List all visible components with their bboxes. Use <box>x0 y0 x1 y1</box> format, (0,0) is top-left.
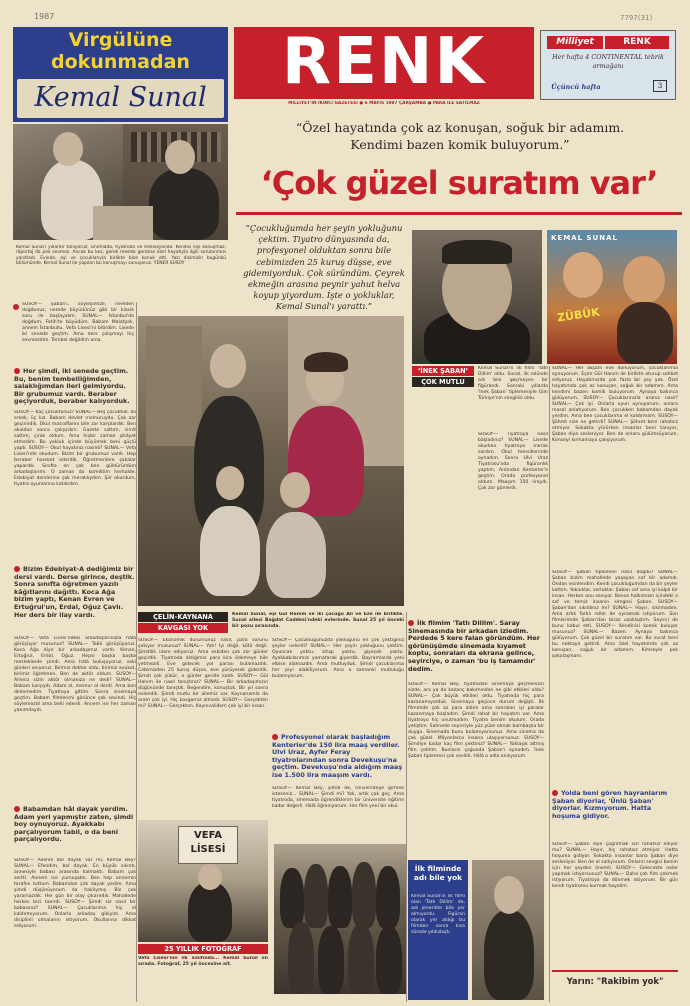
sidebar-first-film-title: İlk filminde adı bile yok <box>413 864 463 882</box>
corner-mark-left: 1987 <box>34 12 55 21</box>
promo-brand: Milliyet <box>547 36 603 49</box>
photo-portrait <box>412 230 542 364</box>
label-celin-kaynana: ÇELİN-KAYNANA <box>138 612 228 622</box>
top-quote <box>238 119 682 153</box>
text-left-1: SUSOY— Şaban'ı, söyleşimize, nereden doğdunuz, nerede büyüdünüz gibi bir klasik soru ile başlayalım. SUNAL— İstanbul'da doğdum, Fatih'te büyüdüm. Babam Malatyalı, annem İstanbullu. Vefa Lisesi'ni bitirdim. Lisede iki senede geçtim. Ama ders çalışmayı hiç sevmezdim. Tembel değildim ama. <box>22 302 134 343</box>
callout-2-text: Bizim Edebiyat-A dediğimiz bir dersi vardı. Derse girince, deştik. Sonra sınıfta öğretmen yazılı kâğıtlarını dağıttı. Koca Ağa bizim yaptı, Kenan Evren ve Ertuğrul'un, Erdal, Oğuz Çavlı. Her ders bir ilay vardı. <box>14 565 135 619</box>
text-mid-3: SUSOY— Kemal Bey, şimdi de, Üniversiteye girmek isteseniz... SUNAL— Şimdi mi? Yok, artık çok geç. Ama tiyatroda, sinemada öğrendiklerim bir üniversite eğitimi kadar değerli. Hâlâ öğreniyorum. Her film yeni bir okul. <box>272 786 404 809</box>
masthead-logo-box <box>234 27 534 99</box>
masthead-logo: RENK <box>281 25 487 99</box>
text-col-c: SUSOY— Tiyatroya nasıl başladınız? SUNAL— Lisede okurken tiyatroya merak sardım. Okul temsillerinde oynadım. Sonra Ulvi Uraz Tiyatrosu'nda figüranlık yaptım. Ardından Kenterler'e geçtim. Orada profesyonel oldum. Maaşım 150 liraydı. Çok zor günlerdi. <box>478 432 548 491</box>
sidebar-first-film <box>408 860 468 1000</box>
promo-text: Her hafta 4 CONTINENTAL tebrik armağanı <box>552 53 664 70</box>
callout-3 <box>408 620 544 673</box>
left-intro-caption: Kemal Sunal'ı yıllardır tanıyoruz; sinemada, tiyatroda ve televizyonda. Kendisi kişi konuşmaz, röportaj da pek sevmez. Ancak bu kez, gerek meslek gerekse özel hayatıyla ilgili sorularımızı yanıtladı. Evinde, eşi ve çocuklarıyla birlikte bize konuk etti. Yazı dizimizin bugünkü bölümünde, Kemal Sunal ile yapılan bu konuşmayı sunuyoruz. YENER SUSOY <box>16 245 226 267</box>
promo-logo: RENK <box>605 36 669 49</box>
text-right-2: SUSOY— Şaban tiplemesi nasıl doğdu? SUNAL— Şaban bizim mahallede yaşayan saf bir adamdı. Ondan esinlendim. Kendi çocukluğumdan da bir şeyler kattım. Yokluklar, zorluklar. Şaban saf ama iyi kalpli bir insan. Herkes onu seviyor. Bence halkımızın içindeki o saf ve temiz insanın simgesi Şaban. SUSOY— Şaban'dan sıkıldınız mı? SUNAL— Hayır, sıkılmadım. Ama artık farklı roller de oynamak istiyorum. Son filmlerimde Şaban'dan biraz uzaklaştım. Seyirci de bunu kabul etti. SUSOY— Kendinizi komik buluyor musunuz? SUNAL— Bazen. Aynaya bakınca gülüyorum. Çok güzel bir suratım var. Bu surat beni bu noktaya getirdi. Ama özel hayatımda çok az konuşan, soğuk bir adamım. Kimseyle pek şakalaşmam. <box>552 570 678 659</box>
label-25-yillik: 25 YILLIK FOTOĞRAF <box>138 944 268 954</box>
text-col-a: Kemal Sunal'ın ilk filmi 'Tatlı Dillim' oldu. Sunal, ilk rolünde adı bile geçmeyen bir figürandı. Sonraki yıllarda 'İnek Şaban' tiplemesiyle tüm Türkiye'nin sevgilisi oldu. <box>478 366 548 401</box>
next-rule <box>552 970 678 972</box>
series-title-line1: Virgülüne <box>68 29 173 51</box>
sidebar-first-film-text: Kemal Sunal'ın ilk filmi olan 'Tatlı Dillim' de, adı jenerikte bile yer almıyordu. Figüran olarak yer aldığı bu filmden sonra kısa sürede yıldızlaştı. <box>411 894 465 935</box>
callout-1 <box>14 368 136 406</box>
series-title-box <box>13 27 228 122</box>
poster-subtitle: ZÜBÜK <box>556 305 601 325</box>
photo-class <box>274 844 406 994</box>
promo-number: 3 <box>653 80 667 92</box>
callout-3-text: İlk filmim 'Tatlı Dillim'. Saray Sinemasında bir arkadan izledim. Perdede 5 kere falan göründüm. Her görünüşümde sinemada kıyamet koptu, sonraları da ekrana gelince, seyirciye, o zaman 'bu iş tamamdır' dedim. <box>408 619 540 673</box>
callout-4 <box>272 734 404 780</box>
callout-4-text: Profesyonel olarak başladığım Kenterler'de 150 lira maaş verdiler. Ulvi Uraz, Ayfer Feray tiyatrolarından sonra Devekuşu'na geçtim. Devekuşu'nda aldığım maaş ise 1.500 lira maaşım vardı. <box>272 733 403 779</box>
headline-rule <box>236 212 682 215</box>
poster-title: KEMAL SUNAL <box>551 234 618 242</box>
label-inek-saban: ‘İNEK ŞABAN’ <box>412 366 474 376</box>
callout-5 <box>14 806 136 844</box>
photo-family-caption: Kemal Sunal, eşi Gül Hanım ve iki çocuğu Ali ve Ezo ile birlikte. Sunal ailesi Bağdat Caddesi'ndeki evlerinde. Sunal 25 yıl önceki bir pozu sırasında. <box>232 612 404 629</box>
text-left-3: SUSOY— Vefa Lisesi'ndeki arkadaşlarınızla hâlâ görüşüyor musunuz? SUNAL— Tabii görüşüyoruz. Koca Ağa diye bir arkadaşımız vardı. Kenan, Ertuğrul, Erdal, Oğuz. Hepsi başka başka mesleklerde şimdi. Ama hâlâ buluşuyoruz, eski günleri anıyoruz. Birimiz doktor oldu, birimiz avukat, birimiz öğretmen. Ben de aktör oldum. SUSOY— Aileniz sizin aktör olmanıza ne dedi? SUNAL— Babam karşıydı. Adam ol, memur ol derdi. Ama ben dinlemedim. Tiyatroya gittim. Sonra sinemaya geçtim. Babam filmlerimi görünce çok sevindi. Hiç söylemezdi ama belli ederdi. Annem ise her zaman yanımdaydı. <box>14 636 136 713</box>
text-right-3: SUSOY— Şaban diye çağrılmak sizi rahatsız ediyor mu? SUNAL— Hayır, hiç rahatsız etmiyor. Hatta hoşuma gidiyor. Sokakta insanlar bana Şaban diye sesleniyor. Ben de el sallıyorum. Onların sevgisi benim için her şeyden önemli. SUSOY— Gelecekte neler yapmak istiyorsunuz? SUNAL— Daha çok film çekmek istiyorum. Tiyatroya da dönmek istiyorum. Bir gün kendi tiyatromu kurmak hayalim. <box>552 842 678 889</box>
text-right-1: SUSOY— Kemal Bey, tiyatrodan sinemaya geçmenizin sizde, ara ya da kazanç bakımından ne gibi etkileri oldu? SUNAL— Çok büyük etkileri oldu. Tiyatroda hiç para kazanamıyorduk. Sinemaya geçince durum değişti. İlk filmimde çok az para aldım ama sonraları iyi paralar kazanmaya başladım. Şimdi rahat bir hayatım var. Ama tiyatroyu hiç unutmadım. Tiyatro benim okulum. Orada yetiştim. Sahnede seyirciyle yüz yüze olmak bambaşka bir duygu. Sinemada bunu bulamıyorsunuz. Ama sinema da çok güzel. Milyonlarca insana ulaşıyorsunuz. SUSOY— Şimdiye kadar kaç film çektiniz? SUNAL— Yaklaşık altmış film çektim. Bunların çoğunda Şaban'ı oynadım. İnek Şaban tiplemesi çok sevildi. Hâlâ o adla anılıyorum. <box>408 682 544 759</box>
callout-2 <box>14 566 136 619</box>
callout-1-text: Her şimdi, iki senede geçtim. Bu, benim tembelliğimden, salaklığımdan ileri gelmiyordu. Bir grubumuz vardı. Beraber geçiyorduk, beraber kalıyorduk. <box>14 367 130 406</box>
photo-family <box>138 316 404 606</box>
top-quote-line2: Kendimi bazen komik buluyorum.” <box>350 137 570 152</box>
text-mid-1: SUSOY— Ekonomik durumunuz nasıl, para sorunu çekiyor musunuz? SUNAL— Yoh! İyi değil, kötü değil. Şimdilik idare ediyoruz. Ama eskiden çok zor günler geçirdik. Tiyatroda aldığımız para kira ödemeye bile yetmezdi. Eve gidecek yol parası bulamazdık. Cebimizden 25 kuruş düşse, eve yürüyerek giderdik. Şimdi çok şükür, o günler geride kaldı. SUSOY— Gül Hanım ile nasıl tanıştınız? SUNAL— Bir arkadaşımızın düğününde tanıştık. Beğendim, konuştuk. Bir yıl sonra evlendik. Şimdi mutlu bir ailemiz var. Kaynanamla da aram çok iyi. Hiç kavgamız olmadı. SUSOY— Gerçekten mi? SUNAL— Gerçekten. Kayınvalidem çok iyi bir insan. <box>138 638 268 709</box>
promo-week: Üçüncü hafta <box>551 83 601 91</box>
masthead-tagline: MİLLİYET'İN İKİNCİ GAZETESİ ● 6 MAYIS 1987 ÇARŞAMBA ● PARA İLE SATILMAZ <box>288 101 480 106</box>
corner-mark-right: 7797(31) <box>620 14 653 22</box>
next-issue-teaser: Yarın: "Rakibim yok" <box>566 976 664 986</box>
callout-5-text: Babamdan hâl dayak yerdim. Adam yeri yapmıştır zaten, şimdi boy oynuyoruz. Ayakkabı parçalıyorum tabii, o da beni parçalıyordu. <box>14 805 134 844</box>
photo-sunal-interview <box>13 124 228 240</box>
photo-vefa-caption: Vefa Lisesi'nin ilk sınıfında... Kemal Sunal ön sırada. Fotoğraf, 25 yıl öncesine ait. <box>138 956 268 967</box>
promo-box <box>540 30 676 100</box>
vefa-sign-1: VEFA <box>194 830 222 841</box>
vefa-sign-2: LİSESİ <box>190 844 226 855</box>
text-col-b: SUNAL— Her akşam eve dönüyorum, çocuklarımla oynuyorum. Eşim Gül Hanım ile birlikte oturup sohbet ediyoruz. Hayatımızda çok fazla bir şey yok. Özel hayatımda çok az konuşan, soğuk bir adamım. Ama kendimi bazen komik buluyorum. Aynaya bakınca gülüyorum. SUSOY— Çocuklarınızla aranız nasıl? SUNAL— Çok iyi. Onlarla oyun oynuyorum, onlara masal anlatıyorum. Ben çocukken babamdan dayak yerdim. Ama ben çocuklarıma el kaldırmam. SUSOY— Şöhret size ne getirdi? SUNAL— Şöhret beni rahatsız etmiyor. Sokakta yürürken insanlar beni tanıyor, Şaban diye sesleniyor. Ben de onlara gülümsüyorum. Kimseyi kırmamaya çalışıyorum. <box>552 366 678 443</box>
series-name: Kemal Sunal <box>34 82 207 113</box>
top-quote-line1: “Özel hayatında çok az konuşan, soğuk bir adamım. <box>295 120 625 135</box>
photo-movie-poster <box>547 230 677 364</box>
label-cok-mutlu: ÇOK MUTLU <box>412 377 474 387</box>
text-mid-2: SUSOY— Çocukluğunuzda yokluğunu en çok çektiğiniz şeyler nelerdi? SUNAL— Her şeyin yokluğunu çektim. Oyuncak yoktu, kitap yoktu, giyecek yoktu. Ayakkabılarımızı yamatarak giyerdik. Bayramlarda yeni elbise alamazdık. Ama mutluyduk. Şimdi çocuklarıma her şeyi alabiliyorum. Ama o zamanki mutluluğu bulamıyorum. <box>272 638 404 679</box>
photo-vefa-school <box>138 820 268 942</box>
text-left-2: SUSOY— Kaç çocuktunuz? SUNAL— Beş çocuktuk. İki erkek, üç kız. Babam devlet memuruydu. Çok zor geçinirdik. Okul masraflarını bile zor karşılardık. Ben okuldan sonra çalışırdım. Gazete sattım, simit sattım, çırak oldum. Ama hiçbir zaman şikâyet etmedim. Bu yokluk içinde büyümek beni güçlü yaptı. SUSOY— Okul hayatınız nasıldı? SUNAL— Vefa Lisesi'nde okudum. Bizim bir grubumuz vardı. Hep beraber hareket ederdik. Öğretmenlere şakalar yapardık. Sınıfta en çok ben güldürürdüm arkadaşlarımı. O zaman da komiktim herhalde. Edebiyat derslerine çok meraklıydım. Şiir okurdum, tiyatro oyunlarına katılırdım. <box>14 410 136 487</box>
text-left-4: SUSOY— Ailenle bol dayak var mı, Kemal Bey? SUNAL— Efendim, bol dayak. En büyük sıkıntı, annesiyle babası arasında kalmaktı. Babam çok sertti. Annem ise yumuşaktı. Ben hep annemin tarafını tuttum. Babamdan çok dayak yedim. Ama şimdi düşünüyorum da haklıymış. Biz çok yaramazdık. Her gün bir olay çıkarırdık. Mahallede herkes bizi tanırdı. SUSOY— Şimdi siz nasıl bir babasınız? SUNAL— Çocuklarıma hiç el kaldırmıyorum. Onlarla arkadaş gibiyim. Ama disiplinli olmalarını istiyorum. Okullarına dikkat ediyorum. <box>14 858 136 929</box>
label-kavgasi-yok: KAVGASI YOK <box>138 623 228 633</box>
callout-6-text: Yolda beni gören hayranlarım Şaban diyorlar, 'Ünlü Şaban' diyorlar. Kızmıyorum. Hatta hoşuma gidiyor. <box>552 789 668 820</box>
photo-first-film <box>472 860 544 1000</box>
intro-quote: “Çocukluğumda her şeyin yokluğunu çektim. Tiyatro dünyasında da, profesyonel olduktan sonra bile cebimizden 25 kuruş düşse, eve gidemiyorduk. Çok süründüm. Çeyrek ekmeğin arasına peynir yahut helva koyup yiyordum. İşte o yokluklar, Kemal Sunal'ı yarattı.” <box>243 223 405 312</box>
headline: ‘Çok güzel suratım var’ <box>260 164 658 202</box>
callout-6 <box>552 790 678 820</box>
series-title-line2: dokunmadan <box>51 51 190 73</box>
